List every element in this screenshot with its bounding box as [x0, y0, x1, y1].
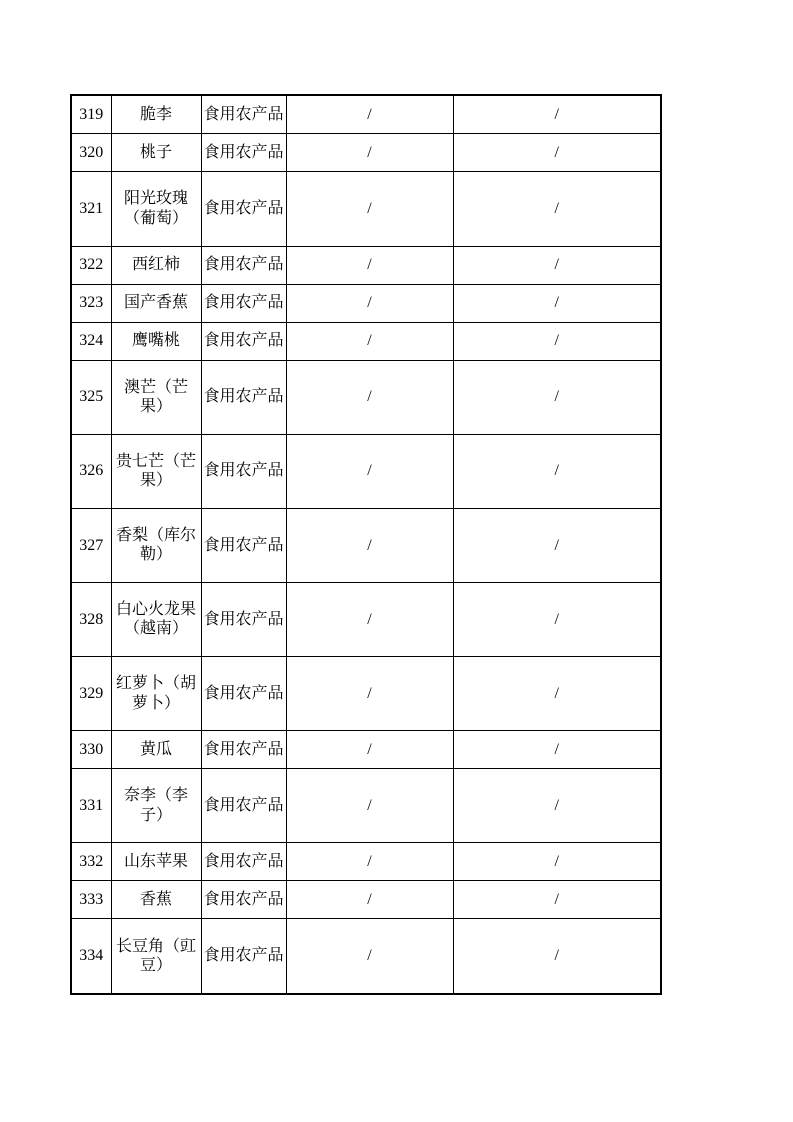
table-row: [71, 172, 661, 246]
category-cell: 食用农产品: [201, 134, 286, 172]
placeholder-cell-1: /: [286, 246, 453, 284]
placeholder-cell-1: /: [286, 434, 453, 508]
row-number-cell: 328: [71, 582, 111, 656]
placeholder-cell-2: /: [453, 246, 661, 284]
category-cell: 食用农产品: [201, 508, 286, 582]
table-row: [71, 284, 661, 322]
placeholder-cell-1: /: [286, 322, 453, 360]
product-name-cell: 阳光玫瑰（葡萄）: [111, 172, 201, 246]
table-row: [71, 582, 661, 656]
category-cell: 食用农产品: [201, 95, 286, 134]
table-row: [71, 360, 661, 434]
placeholder-cell-1: /: [286, 731, 453, 769]
row-number-cell: 327: [71, 508, 111, 582]
product-name-cell: 长豆角（豇豆）: [111, 919, 201, 994]
row-number-cell: 333: [71, 881, 111, 919]
category-cell: 食用农产品: [201, 843, 286, 881]
product-name-cell: 山东苹果: [111, 843, 201, 881]
product-name-cell: 国产香蕉: [111, 284, 201, 322]
product-name-cell: 贵七芒（芒果）: [111, 434, 201, 508]
row-number-cell: 331: [71, 769, 111, 843]
placeholder-cell-1: /: [286, 172, 453, 246]
product-table: [70, 94, 662, 995]
placeholder-cell-2: /: [453, 322, 661, 360]
table-row: [71, 322, 661, 360]
category-cell: 食用农产品: [201, 657, 286, 731]
row-number-cell: 323: [71, 284, 111, 322]
category-cell: 食用农产品: [201, 434, 286, 508]
placeholder-cell-1: /: [286, 843, 453, 881]
row-number-cell: 324: [71, 322, 111, 360]
placeholder-cell-2: /: [453, 657, 661, 731]
placeholder-cell-2: /: [453, 360, 661, 434]
placeholder-cell-1: /: [286, 284, 453, 322]
placeholder-cell-2: /: [453, 843, 661, 881]
row-number-cell: 321: [71, 172, 111, 246]
row-number-cell: 325: [71, 360, 111, 434]
placeholder-cell-1: /: [286, 919, 453, 994]
product-name-cell: 白心火龙果（越南）: [111, 582, 201, 656]
row-number-cell: 322: [71, 246, 111, 284]
product-name-cell: 澳芒（芒果）: [111, 360, 201, 434]
table-row: [71, 434, 661, 508]
placeholder-cell-2: /: [453, 508, 661, 582]
row-number-cell: 326: [71, 434, 111, 508]
placeholder-cell-1: /: [286, 769, 453, 843]
placeholder-cell-2: /: [453, 434, 661, 508]
placeholder-cell-1: /: [286, 657, 453, 731]
product-name-cell: 香蕉: [111, 881, 201, 919]
placeholder-cell-1: /: [286, 582, 453, 656]
table-row: [71, 843, 661, 881]
table-row: [71, 657, 661, 731]
category-cell: 食用农产品: [201, 731, 286, 769]
row-number-cell: 319: [71, 95, 111, 134]
placeholder-cell-1: /: [286, 360, 453, 434]
placeholder-cell-2: /: [453, 582, 661, 656]
category-cell: 食用农产品: [201, 246, 286, 284]
placeholder-cell-2: /: [453, 881, 661, 919]
table-row: [71, 134, 661, 172]
placeholder-cell-1: /: [286, 134, 453, 172]
placeholder-cell-1: /: [286, 95, 453, 134]
product-name-cell: 红萝卜（胡萝卜）: [111, 657, 201, 731]
placeholder-cell-1: /: [286, 881, 453, 919]
table-row: [71, 95, 661, 134]
table-row: [71, 919, 661, 994]
placeholder-cell-2: /: [453, 731, 661, 769]
product-name-cell: 西红柿: [111, 246, 201, 284]
product-name-cell: 脆李: [111, 95, 201, 134]
placeholder-cell-2: /: [453, 769, 661, 843]
product-name-cell: 奈李（李子）: [111, 769, 201, 843]
row-number-cell: 329: [71, 657, 111, 731]
table-row: [71, 769, 661, 843]
row-number-cell: 334: [71, 919, 111, 994]
table-row: [71, 731, 661, 769]
product-name-cell: 鹰嘴桃: [111, 322, 201, 360]
placeholder-cell-1: /: [286, 508, 453, 582]
product-name-cell: 香梨（库尔勒）: [111, 508, 201, 582]
placeholder-cell-2: /: [453, 95, 661, 134]
category-cell: 食用农产品: [201, 919, 286, 994]
placeholder-cell-2: /: [453, 284, 661, 322]
category-cell: 食用农产品: [201, 322, 286, 360]
row-number-cell: 332: [71, 843, 111, 881]
placeholder-cell-2: /: [453, 919, 661, 994]
product-name-cell: 桃子: [111, 134, 201, 172]
category-cell: 食用农产品: [201, 360, 286, 434]
category-cell: 食用农产品: [201, 769, 286, 843]
placeholder-cell-2: /: [453, 172, 661, 246]
table-row: [71, 246, 661, 284]
category-cell: 食用农产品: [201, 582, 286, 656]
table-body: [71, 95, 661, 994]
table-row: [71, 508, 661, 582]
product-name-cell: 黄瓜: [111, 731, 201, 769]
row-number-cell: 320: [71, 134, 111, 172]
table-row: [71, 881, 661, 919]
category-cell: 食用农产品: [201, 172, 286, 246]
placeholder-cell-2: /: [453, 134, 661, 172]
row-number-cell: 330: [71, 731, 111, 769]
category-cell: 食用农产品: [201, 284, 286, 322]
category-cell: 食用农产品: [201, 881, 286, 919]
